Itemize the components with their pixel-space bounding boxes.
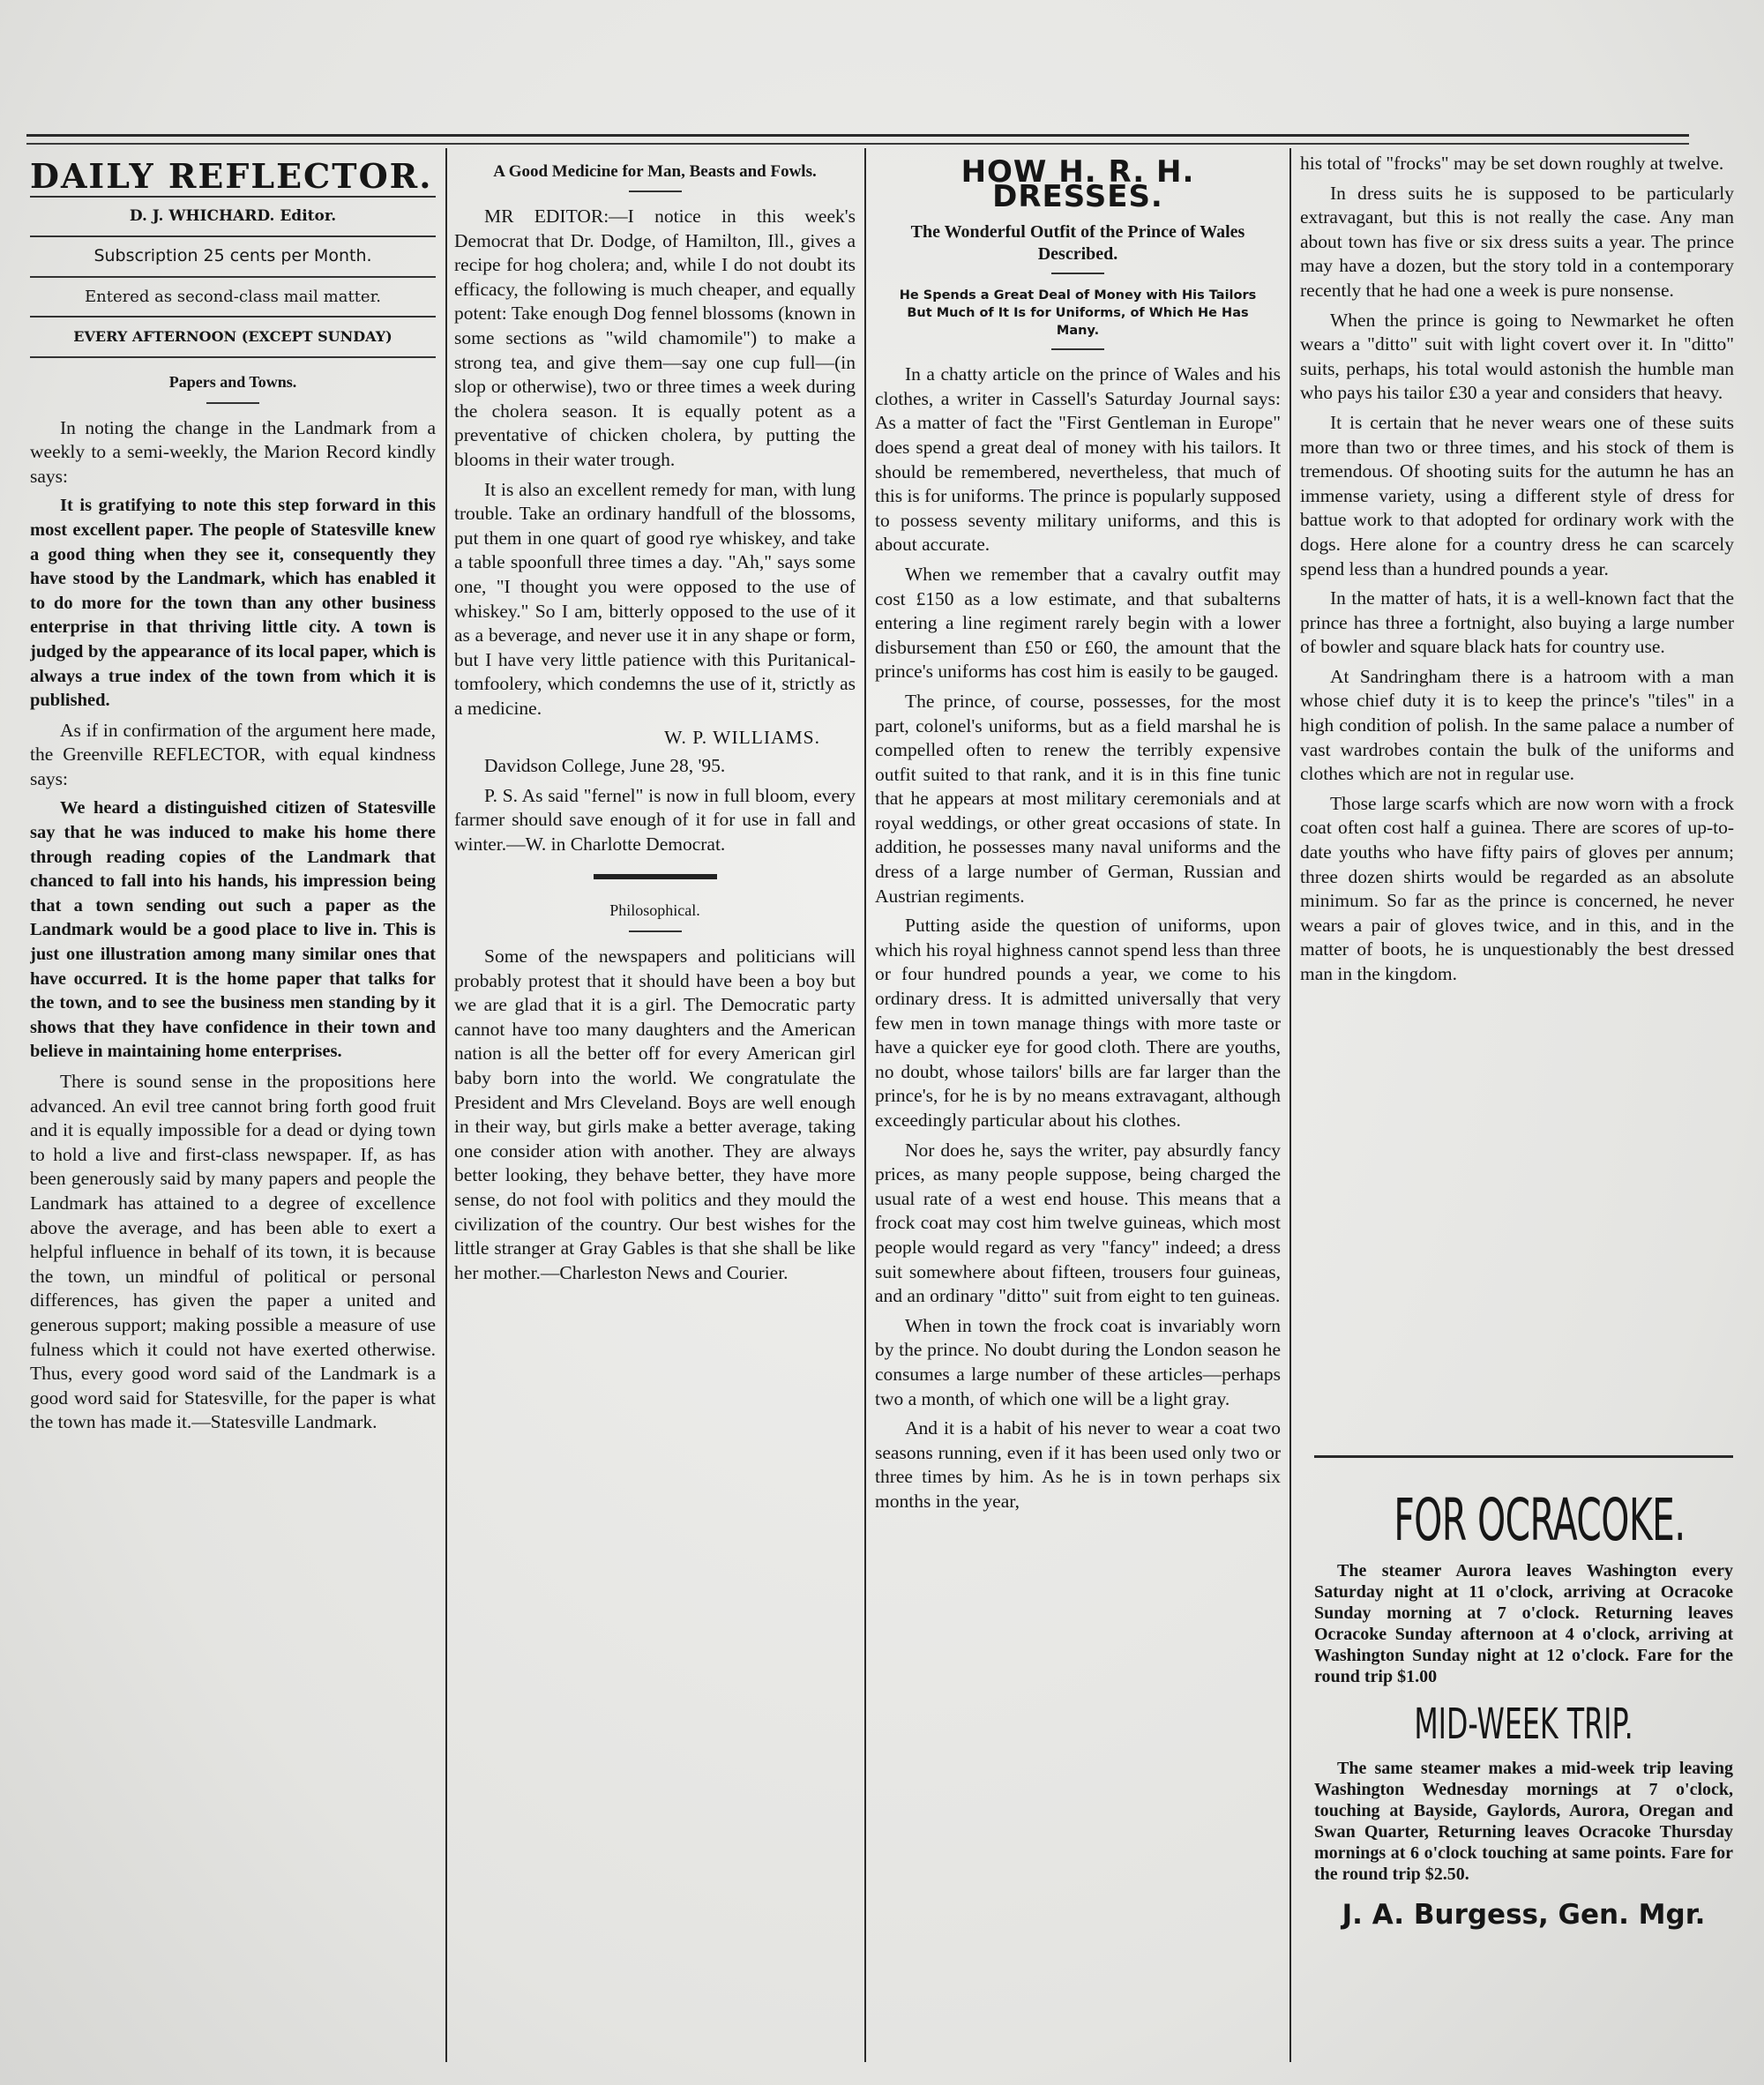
article-subheading: The Wonderful Outfit of the Prince of Wales Described. [910,222,1245,265]
divider [30,356,436,358]
paragraph: There is sound sense in the propositions here advanced. An evil tree cannot bring forth good fruit and it is equally impossible for a dead or dying town to hold a live and first-class newspaper. If, as has been generously said by many papers and people the Landmark has attained to a degree of excellence above the average, and has been able to exert a helpful influence in behalf of its town, it is because the town, un mindful of political or personal differences, has given the paper a united and generous support; making possible a measure of use fulness which it could not have exerted otherwise. Thus, every good word said of the Landmark is a good word said for Statesville, for the paper is what the town has made it.—Statesville Landmark. [30,1071,436,1433]
article-body [454,205,856,856]
paragraph: And it is a habit of his never to wear a coat two seasons running, even if it has been used only two or three times by him. As he is in town perhaps six months in the year, [875,1417,1281,1512]
divider [206,402,259,404]
column-2 [454,152,856,2074]
ad-title: FOR OCRACOKE. [1394,1486,1686,1554]
divider [30,316,436,318]
divider [1051,273,1104,274]
quote-paragraph: We heard a distinguished citizen of Statesville say that he was induced to make his home there through reading copies of the Landmark that chanced to fall into his hands, his impression being that a town sending out such a paper as the Landmark would be a good place to live in. This is just one illustration among many similar ones that have occurred. It is the home paper that talks for the town, and to see the business men standing by it shows that they have confidence in their town and believe in maintaining home enterprises. [30,798,436,1062]
paragraph: Nor does he, says the writer, pay absurdly fancy prices, as many people suppose, being charged the usual rate of a west end house. This means that a frock coat may cost him twelve guineas, which most people would regard as very "fancy" indeed; a dress suit somewhere about fifteen, trousers four guineas, and an ordinary "ditto" suit from eight to ten guineas. [875,1139,1281,1307]
article-heading: Philosophical. [609,901,700,920]
divider [629,930,682,932]
paragraph: In dress suits he is supposed to be particularly extravagant, but this is not really the case. Any man about town has five or six dress suits a year. The prince may have a dozen, but the story told in a contemporary recently that he had one a week is pure nonsense. [1300,182,1734,301]
paragraph: When in town the frock coat is invariably worn by the prince. No doubt during the London season he consumes a large number of these articles—perhaps two a month, of which one will be a light gray. [875,1314,1281,1409]
masthead-entered: Entered as second-class mail matter. [85,287,381,306]
steamer-advertisement [1314,1455,1733,1931]
paragraph: When we remember that a cavalry outfit may cost £150 as a low estimate, and that subalterns entering a line regiment rarely begin with a lower disbursement than £50 or £60, the amount that the prince's uniforms has cost him is easily to be gauged. [875,563,1281,683]
ad-subtitle: MID-WEEK TRIP. [1414,1700,1633,1749]
paragraph: In a chatty article on the prince of Wales and his clothes, a writer in Cassell's Saturday Journal says: As a matter of fact the "First Gentleman in Europe" does spend a great deal of money with his tailors. It should be remembered, nevertheless, that much of this is for uniforms. The prince is popularly supposed to possess seventy military uniforms, and this is about accurate. [875,363,1281,556]
signature: W. P. WILLIAMS. [664,727,820,749]
article-heading: HOW H. R. H. DRESSES. [960,154,1195,214]
column-4 [1300,152,1734,1448]
paragraph: At Sandringham there is a hatroom with a man whose chief duty it is to keep the prince's "tiles" in a high condition of polish. In the same palace a number of vast wardrobes contain the bulk of the uniforms and clothes which are not in regular use. [1300,665,1734,785]
section-divider [594,874,717,879]
divider [30,235,436,237]
paragraph: As if in confirmation of the argument here made, the Greenville REFLECTOR, with equal kindness says: [30,719,436,789]
article-heading: A Good Medicine for Man, Beasts and Fowls. [493,162,817,181]
column-rule [1289,148,1291,2062]
paragraph: The prince, of course, possesses, for the most part, colonel's uniforms, but as a field marshal he is compelled often to renew the terribly expensive outfit suited to that rank, and it is in this fine tunic that he appears at most military ceremonials and at royal weddings, or other great occasions of state. In addition, he possesses many naval uniforms and the dress of a large number of German, Russian and Austrian regiments. [875,690,1281,907]
column-3 [875,152,1281,2074]
column-1 [30,152,436,2074]
paragraph: Those large scarfs which are now worn with a frock coat often cost half a guinea. There are scores of up-to-date youths who have fifty pairs of gloves per annum; three dozen shirts would be regarded as an absolute minimum. So far as the prince is concerned, he never wears a pair of gloves twice, and in this, and in the matter of boots, he is unquestionably the best dressed man in the kingdom. [1300,792,1734,984]
ad-signature: J. A. Burgess, Gen. Mgr. [1342,1899,1706,1931]
article-heading: Papers and Towns. [168,372,297,391]
ad-text [1314,1560,1733,1687]
ad-paragraph: The steamer Aurora leaves Washington every Saturday night at 11 o'clock, arriving at Ocracoke Sunday morning at 7 o'clock. Returning leaves Ocracoke Sunday afternoon at 4 o'clock, arriving at Washington Sunday night at 12 o'clock. Fare for the round trip $1.00 [1314,1561,1733,1686]
divider [1051,348,1104,350]
top-rule-thin [26,143,1689,145]
column-rule [864,148,866,2062]
divider [30,276,436,278]
paragraph: Some of the newspapers and politicians will probably protest that it should have been a boy but we are glad that it is a girl. The Democratic party cannot have too many daughters and the American nation is all the better off for every American girl baby born into the world. We congratulate the President and Mrs Cleveland. Boys are well enough in their way, but girls make a better average, taking one consider ation with another. They are always better looking, they behave better, they have more sense, do not fool with politics and they mould the civilization of the country. Our best wishes for the little stranger at Gray Gables is that she shall be like her mother.—Charleston News and Courier. [454,945,856,1283]
paragraph: his total of "frocks" may be set down roughly at twelve. [1300,153,1724,174]
paragraph: When the prince is going to Newmarket he often wears a "ditto" suit with light covert over it. In "ditto" suits, perhaps, his total would astonish the humble man who pays his tailor £30 a year and considers that heavy. [1300,309,1734,404]
paragraph: It is certain that he never wears one of these suits more than two or three times, and his stock of them is tremendous. Of shooting suits for the autumn he has an immense variety, using a different style of dress for battue work to that adopted for ordinary work with the dogs. Here alone for a country dress he can scarcely spend less than a hundred pounds a year. [1300,411,1734,579]
paragraph: Putting aside the question of uniforms, upon which his royal highness cannot spend less than three or four hundred pounds a year, we come to his ordinary dress. It is admitted universally that very few men in town manage things with more taste or have a quicker eye for good cloth. There are youths, no doubt, whose tailors' bills are far larger than the prince's, for he is by no means extravagant, although exceedingly particular about his clothes. [875,915,1281,1131]
divider [629,191,682,192]
paragraph: In noting the change in the Landmark from a weekly to a semi-weekly, the Marion Record kindly says: [30,416,436,487]
ad-text [1314,1758,1733,1885]
masthead-schedule: EVERY AFTERNOON (EXCEPT SUNDAY) [73,328,392,346]
article-body [1300,152,1734,987]
divider [1314,1455,1733,1458]
postscript: P. S. As said "fernel" is now in full bloom, every farmer should save enough of it for use in fall and winter.—W. in Charlotte Democrat. [454,784,856,855]
column-rule [445,148,447,2062]
paragraph: In the matter of hats, it is a well-known fact that the prince has three a fortnight, also buying a large number of bowler and square black hats for country use. [1300,587,1734,658]
article-body [30,416,436,1435]
quote-paragraph: It is gratifying to note this step forward in this most excellent paper. The people of Statesville knew a good thing when they see it, consequently they have stood by the Landmark, which has enabled it to do more for the town than any other business enterprise in that thriving little city. A town is judged by the appearance of its local paper, which is always a true index of the town from which it is published. [30,496,436,711]
masthead-title: DAILY REFLECTOR. [30,156,433,196]
masthead-subscription: Subscription 25 cents per Month. [93,246,372,266]
article-body [454,945,856,1285]
top-rule [26,134,1689,137]
masthead-editor: D. J. WHICHARD. Editor. [129,206,337,225]
masthead [30,156,436,358]
article-body [875,362,1281,1513]
article-deck: He Spends a Great Deal of Money with His Tailors But Much of It Is for Uniforms, of Which He Has Many. [899,288,1257,339]
ad-paragraph: The same steamer makes a mid-week trip leaving Washington Wednesday mornings at 7 o'clock, touching at Bayside, Gaylords, Aurora, Oregan and Swan Quarter, Returning leaves Ocracoke Thursday mornings at 6 o'clock touching at same points. Fare for the round trip $2.50. [1314,1759,1733,1884]
paragraph: It is also an excellent remedy for man, with lung trouble. Take an ordinary handfull of the blossoms, put them in one quart of good rye whiskey, and take a table spoonfull three times a day. "Ah," says some one, "I thought you were opposed to the use of whiskey." So I am, bitterly opposed to the use of it as a beverage, and never use it in any shape or form, but I have very little patience with this Puritanical-tomfoolery, which condemns the use of it, strictly as a medicine. [454,478,856,719]
paragraph: MR EDITOR:—I notice in this week's Democrat that Dr. Dodge, of Hamilton, Ill., gives a recipe for hog cholera; and, while I do not doubt its efficacy, the following is much cheaper, and equally potent: Take enough Dog fennel blossoms (known in some sections as "wild chamomile") to make a strong tea, and give them—say one cup full—(in slop or otherwise), two or three times a week during the cholera season. It is equally potent as a preventative of chicken cholera, by putting the blooms in their water trough. [454,206,856,470]
dateline: Davidson College, June 28, '95. [484,755,726,777]
